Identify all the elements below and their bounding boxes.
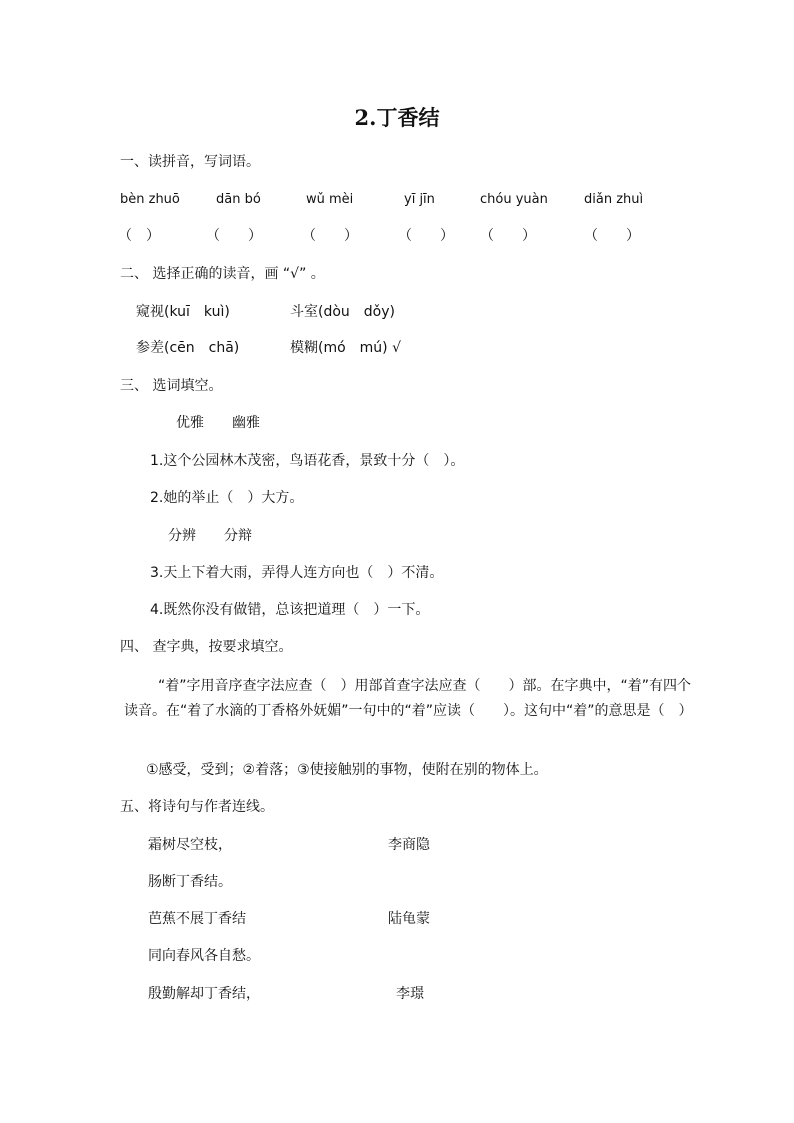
pinyin-item: wǔ mèi: [306, 192, 354, 207]
poem-line[interactable]: 芭蕉不展丁香结: [148, 911, 246, 927]
poem-line[interactable]: 殷勤解却丁香结，: [148, 986, 260, 1002]
section-3-heading: 三、 选词填空。: [120, 378, 223, 394]
poem-line[interactable]: 同向春风各自愁。: [148, 948, 260, 964]
pinyin-item: diǎn zhuì: [584, 192, 644, 207]
choice-item[interactable]: 窥视(kuī kuì): [136, 304, 230, 320]
pinyin-item: dān bó: [216, 192, 261, 207]
pinyin-item: chóu yuàn: [480, 192, 548, 207]
choice-item[interactable]: 参差(cēn chā): [136, 340, 240, 356]
answer-blank[interactable]: （ ）: [302, 228, 358, 244]
section-1-heading: 一、读拼音，写词语。: [120, 154, 260, 170]
word-choices: 分辨 分辩: [168, 528, 252, 544]
pinyin-item: yī jīn: [404, 192, 435, 207]
fill-question: 3.天上下着大雨，弄得人连方向也（ ）不清。: [150, 565, 444, 581]
answer-blank[interactable]: （ ）: [206, 228, 262, 244]
fill-question: 4.既然你没有做错，总该把道理（ ）一下。: [150, 602, 430, 618]
word-choices: 优雅 幽雅: [176, 415, 260, 431]
answer-blank[interactable]: （ ）: [398, 228, 454, 244]
section-5-heading: 五、将诗句与作者连线。: [120, 799, 274, 815]
section-2-heading: 二、 选择正确的读音，画 “√” 。: [120, 266, 325, 282]
section-4-heading: 四、 查字典，按要求填空。: [120, 639, 293, 655]
author-name[interactable]: 李璟: [396, 986, 424, 1002]
meaning-options: ①感受，受到；②着落；③使接触别的事物，使附在别的物体上。: [146, 762, 548, 778]
answer-blank[interactable]: （ ）: [118, 228, 160, 244]
author-name[interactable]: 李商隐: [388, 837, 430, 853]
dictionary-paragraph: “着”字用音序查字法应查（ ）用部首查字法应查（ ）部。在字典中，“着”有四个读音。在“着了水滴的丁香格外妩媚”一句中的“着”应读（ ）。这句中“着”的意思是（ ）: [124, 678, 693, 719]
page-title: 2.丁香结: [354, 105, 440, 130]
fill-question: 2.她的举止（ ）大方。: [150, 490, 304, 506]
answer-blank[interactable]: （ ）: [480, 228, 536, 244]
choice-item[interactable]: 模糊(mó mú) √: [290, 340, 402, 356]
author-name[interactable]: 陆龟蒙: [388, 911, 430, 927]
poem-line[interactable]: 肠断丁香结。: [148, 874, 232, 890]
choice-item[interactable]: 斗室(dòu dǒy): [290, 304, 395, 320]
answer-blank[interactable]: （ ）: [584, 228, 640, 244]
fill-question: 1.这个公园林木茂密，鸟语花香，景致十分（ ）。: [150, 453, 465, 469]
pinyin-item: bèn zhuō: [120, 192, 180, 207]
poem-line[interactable]: 霜树尽空枝，: [148, 837, 232, 853]
